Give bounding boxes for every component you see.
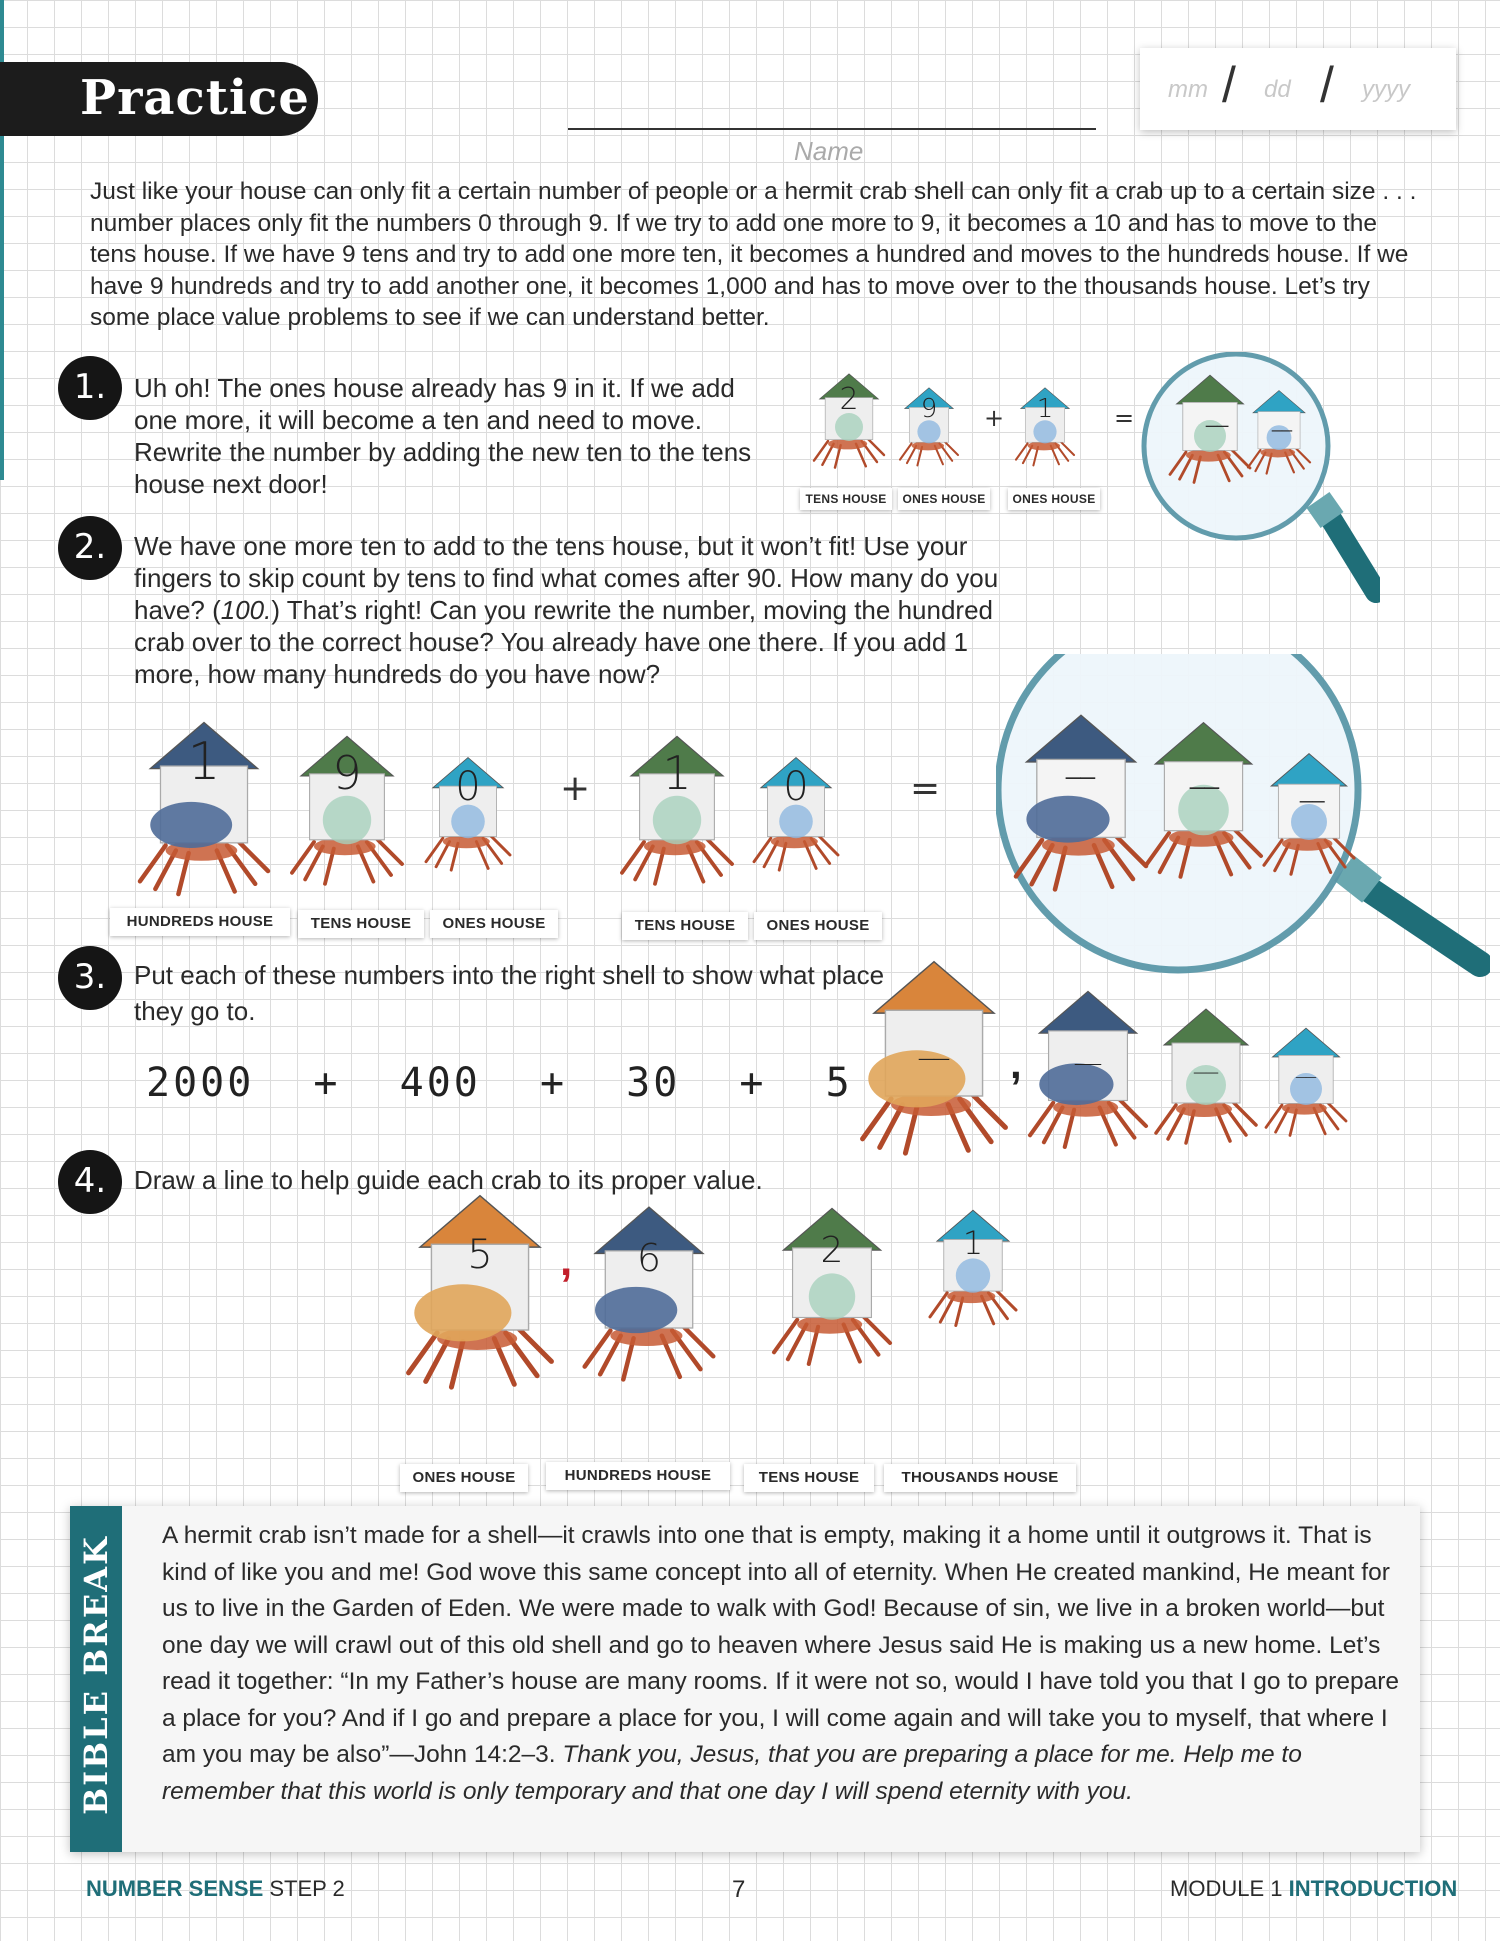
crab-tens-house — [292, 724, 402, 894]
magnifying-glass-1 — [1140, 352, 1380, 652]
intro-paragraph: Just like your house can only fit a certain number of people or a hermit crab shell can only fit a crab up to a certain size . . . number places only fit the numbers 0 through 9. If we try to add one more to 9, it becomes a 10 and has to move to the tens house. If we have 9 tens and try to add one more ten, it becomes a hundred and moves to the hundreds house. If we have 9 hundreds and try to add another one, it becomes 1,000 and has to move over to the thousands house. Let’s try some place value problems to see if we can understand better. — [90, 178, 1417, 331]
answer-blank[interactable]: __ — [919, 1026, 949, 1061]
crab-thousands-house — [396, 1190, 564, 1390]
question-3-number: 3. — [58, 946, 122, 1010]
label-tens-house: TENS HOUSE — [622, 912, 748, 940]
practice-header-tab — [0, 62, 318, 136]
answer-blank[interactable]: __ — [1194, 1046, 1218, 1074]
answer-blank[interactable]: __ — [1066, 750, 1095, 780]
label-thousands-house[interactable]: THOUSANDS HOUSE — [884, 1464, 1076, 1492]
label-ones-house[interactable]: ONES HOUSE — [400, 1464, 528, 1492]
crab-digit: 0 — [783, 764, 809, 810]
label-hundreds-house[interactable]: HUNDREDS HOUSE — [546, 1462, 730, 1490]
crab-digit: 1 — [662, 746, 692, 800]
date-month-placeholder: mm — [1168, 76, 1208, 103]
crab-ones-house — [930, 1204, 1016, 1330]
plus-sign: + — [560, 768, 591, 809]
thousands-comma: , — [560, 1236, 573, 1285]
crab-digit: 1 — [187, 732, 221, 792]
question-2-number: 2. — [58, 516, 122, 580]
crab-digit: 2 — [820, 1230, 844, 1271]
crab-tens-house — [814, 364, 884, 476]
equation-term: 5 — [825, 1060, 853, 1106]
crab-ones-house — [754, 746, 838, 880]
answer-blank[interactable]: __ — [1206, 406, 1229, 428]
equals-sign: = — [1114, 404, 1135, 432]
crab-digit: 0 — [455, 764, 481, 810]
answer-blank[interactable]: __ — [1075, 1036, 1101, 1066]
crab-digit: 5 — [467, 1232, 493, 1278]
label-ones-house: ONES HOUSE — [898, 488, 990, 510]
crab-ones-house — [900, 378, 958, 474]
question-4-number: 4. — [58, 1150, 122, 1214]
crab-digit: 1 — [1036, 394, 1054, 424]
label-ones-house: ONES HOUSE — [1008, 488, 1100, 510]
magnifying-glass-2 — [996, 654, 1490, 994]
answer-blank[interactable]: __ — [1272, 412, 1293, 432]
question-2-text: We have one more ten to add to the tens house, but it won’t fit! Use your fingers to skip count by tens to find what comes after 90. How many do you have? (100.) That’s right! Can you rewrite the number, moving the hundred crab over to the correct house? You already have one there. If you add 1 more, how many hundreds do you have now? — [134, 531, 999, 689]
crab-digit: 9 — [332, 746, 362, 800]
label-tens-house: TENS HOUSE — [298, 910, 424, 938]
label-hundreds-house: HUNDREDS HOUSE — [110, 908, 290, 936]
equation-term: 30 — [626, 1060, 681, 1106]
footer-course: NUMBER SENSE STEP 2 — [86, 1876, 345, 1901]
label-ones-house: ONES HOUSE — [430, 910, 558, 938]
label-tens-house: TENS HOUSE — [800, 488, 892, 510]
page-title: Practice — [80, 70, 310, 126]
bible-break-text: A hermit crab isn’t made for a shell—it crawls into one that is empty, making it a home until it outgrows it. That is kind of like you and me! God wove this same concept into all of eternity. When He created mankind, He meant for us to live in the Garden of Eden. We were made to walk with God! Because of sin, we live in a broken world—but one day we will crawl out of this old shell and go to heaven where Jesus said He is making us a new home. Let’s read it together: “In my Father’s house are many rooms. If it were not so, would I have told you that I go to prepare a place for you? And if I go and prepare a place for you, I will come again and will take you to myself, that where I am you may be also”—John 14:2–3. Thank you, Jesus, that you are preparing a place for me. Help me to remember that this world is only temporary and that one day I will spend eternity with you. — [162, 1522, 1399, 1805]
thousands-comma: , — [1010, 1040, 1022, 1087]
crab-ones-house — [1016, 378, 1074, 474]
name-field[interactable] — [568, 128, 1096, 130]
crab-digit: 6 — [636, 1236, 662, 1280]
page-number: 7 — [732, 1876, 746, 1903]
crab-hundreds-house — [1030, 986, 1146, 1150]
answer-blank[interactable]: __ — [1296, 1054, 1316, 1078]
answer-blank[interactable]: __ — [1190, 760, 1219, 790]
question-1-number: 1. — [58, 356, 122, 420]
crab-ones-house — [426, 746, 510, 880]
equation-operator: + — [313, 1060, 341, 1106]
date-field[interactable] — [1140, 48, 1456, 130]
date-year-placeholder: yyyy — [1362, 76, 1410, 103]
name-label: Name — [794, 136, 864, 166]
date-day-placeholder: dd — [1264, 76, 1291, 103]
crab-digit: 9 — [920, 394, 938, 424]
question-1-text: Uh oh! The ones house already has 9 in it. If we add one more, it will become a ten and need to move. Rewrite the number by adding the new ten to the tens house next door! — [134, 373, 752, 499]
crab-tens-house — [622, 724, 732, 894]
date-slash-icon: / — [1320, 57, 1334, 113]
date-slash-icon: / — [1222, 57, 1236, 113]
crab-tens-house — [1156, 1004, 1256, 1146]
crab-hundreds-house — [140, 712, 268, 902]
crab-tens-house — [774, 1202, 890, 1368]
crab-ones-house — [1266, 1020, 1346, 1142]
equation-operator: + — [739, 1060, 767, 1106]
crab-digit: 1 — [962, 1224, 984, 1262]
equation-operator: + — [539, 1060, 568, 1106]
bible-break-title: BIBLE BREAK — [77, 1535, 115, 1815]
equation-term: 400 — [399, 1060, 481, 1106]
label-ones-house: ONES HOUSE — [754, 912, 882, 940]
label-tens-house[interactable]: TENS HOUSE — [744, 1464, 874, 1492]
expanded-equation — [146, 1060, 971, 1106]
footer-module: MODULE 1 INTRODUCTION — [1170, 1876, 1458, 1901]
crab-thousands-house — [856, 956, 1012, 1156]
equals-sign: = — [910, 768, 941, 809]
crab-digit: 2 — [839, 382, 859, 417]
question-3-text: Put each of these numbers into the right shell to show what place they go to. — [134, 960, 885, 1026]
equation-term: 2000 — [146, 1060, 255, 1106]
bible-break-sidebar — [70, 1506, 122, 1852]
plus-sign: + — [984, 404, 1005, 432]
crab-hundreds-house — [584, 1202, 714, 1382]
question-4-text: Draw a line to help guide each crab to its proper value. — [134, 1165, 763, 1195]
answer-blank[interactable]: __ — [1300, 778, 1325, 803]
